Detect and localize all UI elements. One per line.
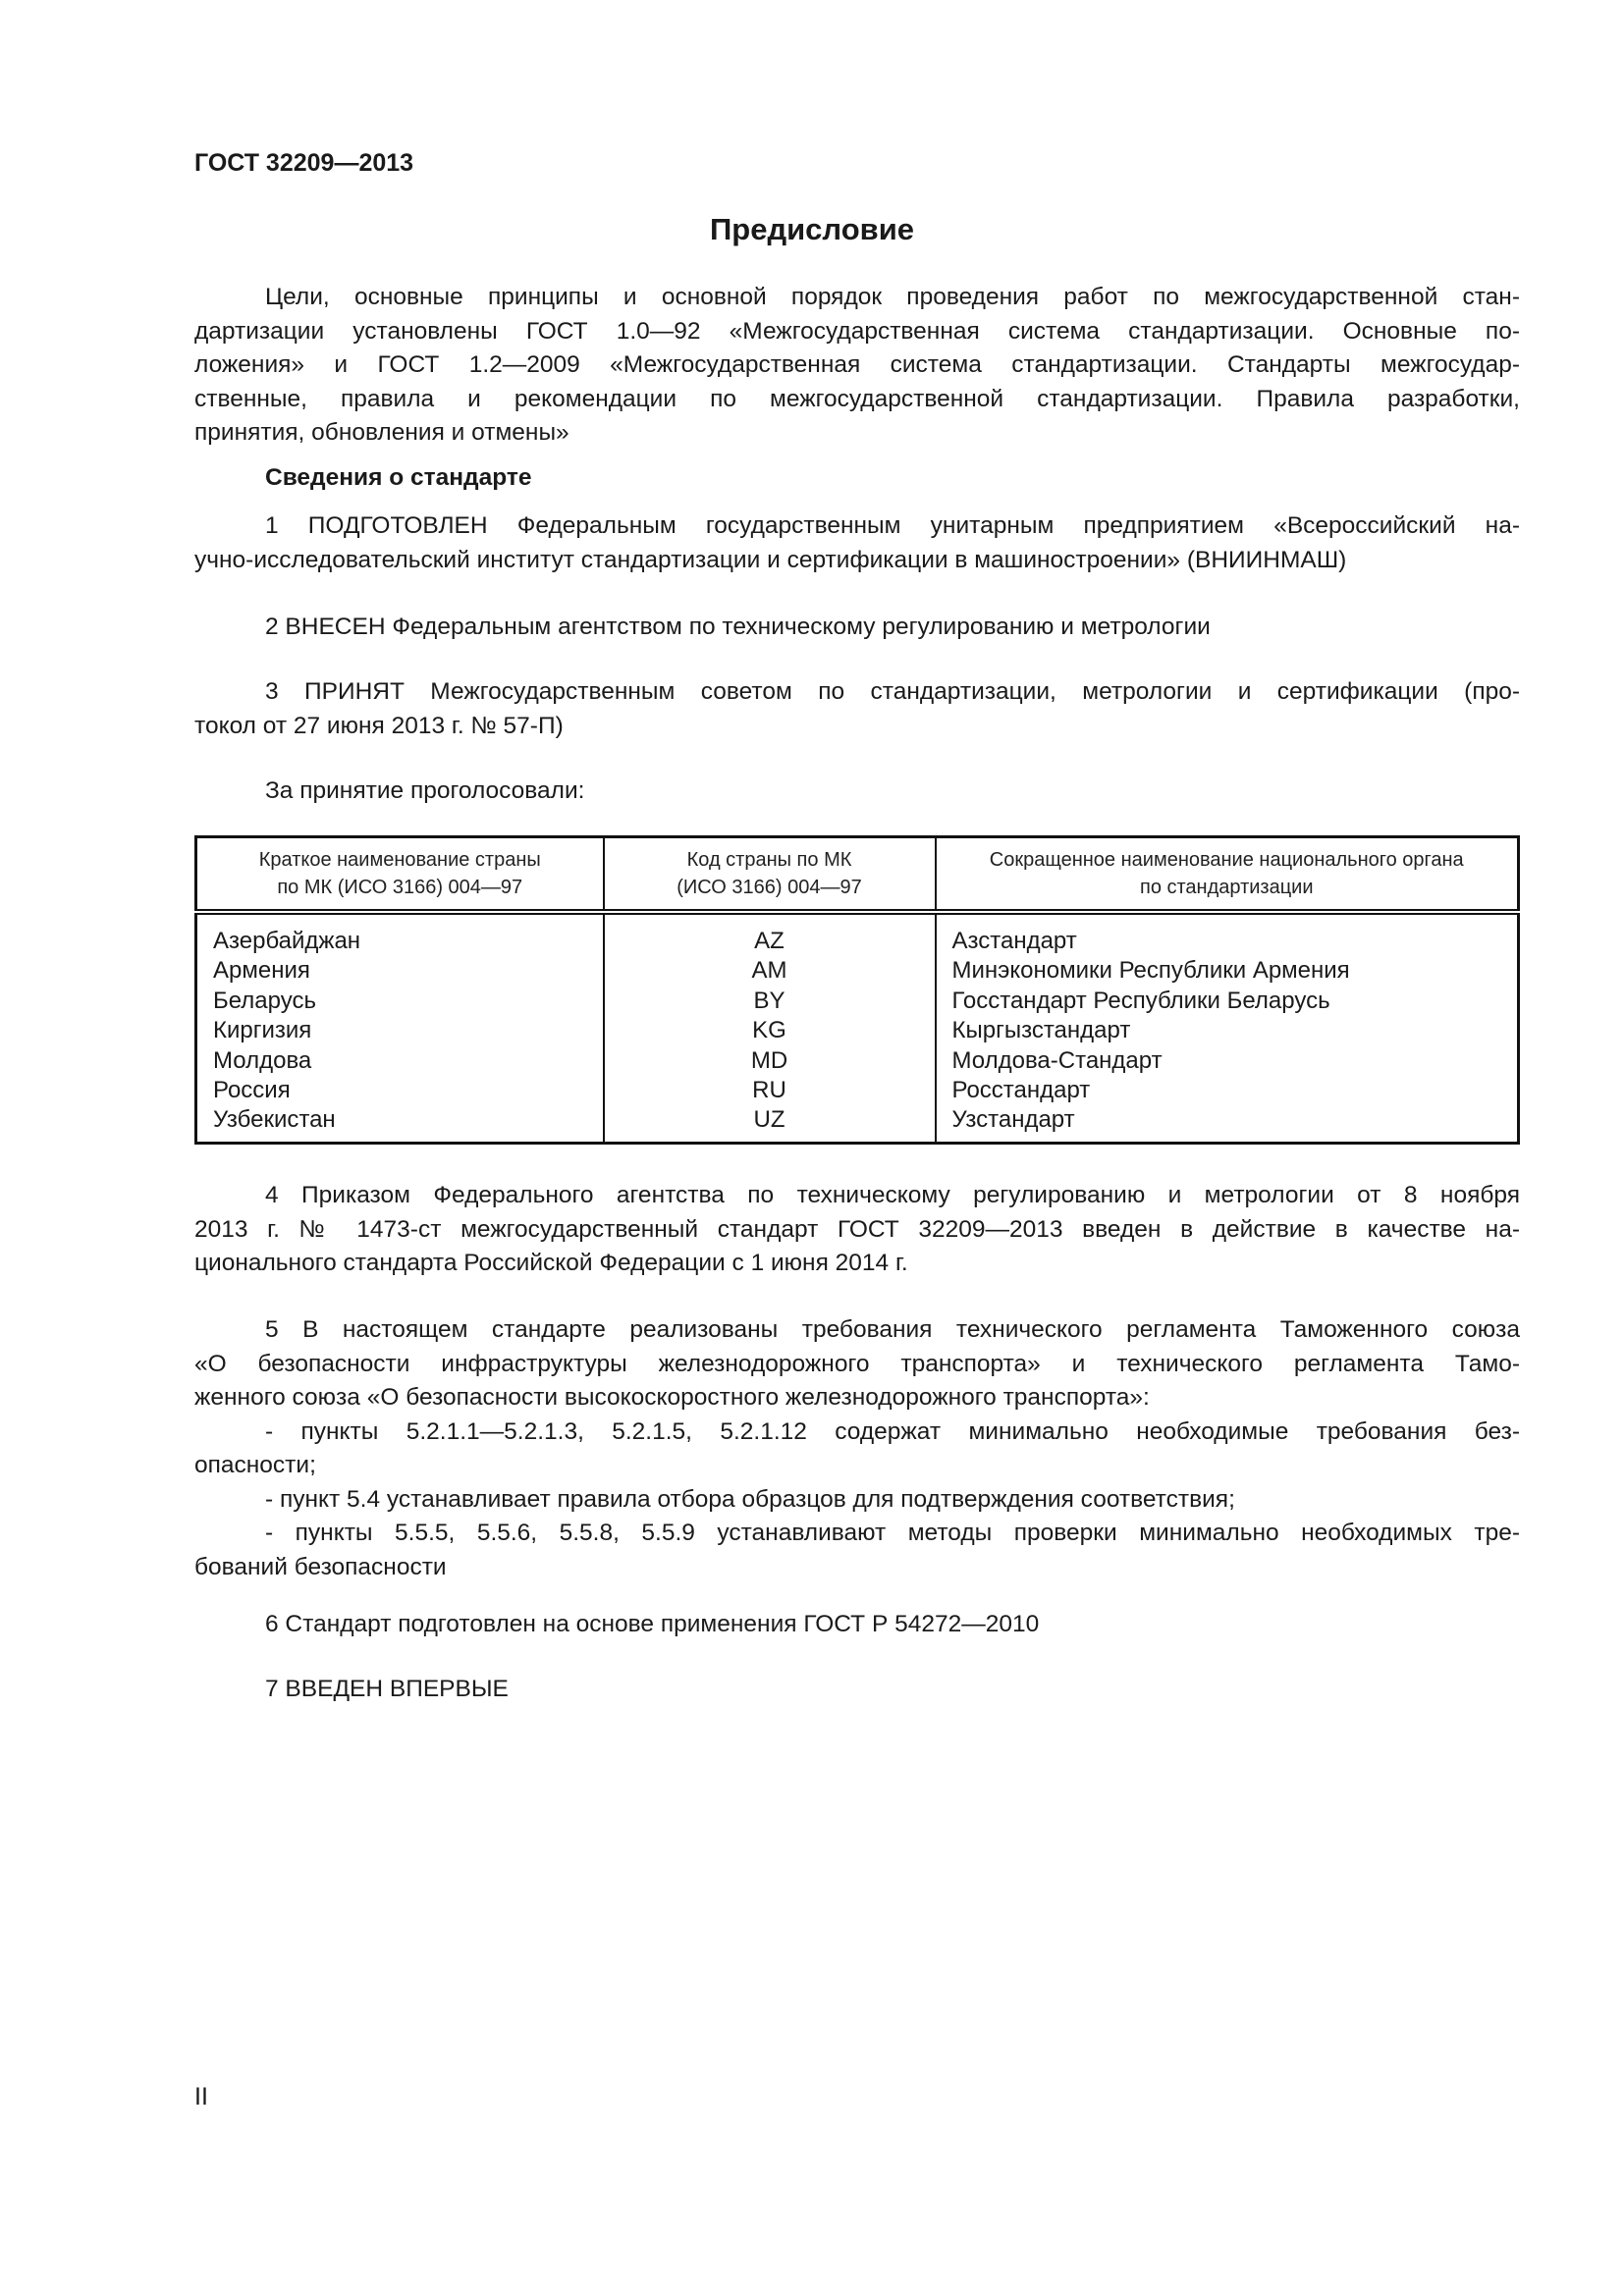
column-header-agency: Сокращенное наименование национального органа по стандартизации (936, 837, 1519, 913)
agency-column (936, 912, 1519, 1143)
table-cell: UZ (753, 1106, 785, 1134)
table-cell: Молдова (213, 1046, 312, 1074)
text-line: 3 ПРИНЯТ Межгосударственным советом по стандартизации, метрологии и сертификации (про- (265, 678, 1520, 705)
table-cell: RU (752, 1076, 786, 1103)
text-line: 5 В настоящем стандарте реализованы требования технического регламента Таможенного союза (265, 1316, 1520, 1343)
text-line: учно-исследовательский институт стандартизации и сертификации в машиностроении» (ВНИИНМАШ) (194, 546, 1347, 573)
text-line: 6 Стандарт подготовлен на основе применения ГОСТ Р 54272—2010 (265, 1611, 1040, 1637)
table-cell: Кыргызстандарт (951, 1017, 1131, 1044)
country-column (196, 912, 604, 1143)
text-line: 1 ПОДГОТОВЛЕН Федеральным государственным унитарным предприятием «Всероссийский на- (265, 512, 1520, 539)
table-cell: AM (751, 957, 787, 985)
item-4 (194, 1179, 1520, 1281)
intro-paragraph (194, 281, 1520, 451)
text-line: - пункты 5.2.1.1—5.2.1.3, 5.2.1.5, 5.2.1.12 содержат минимально необходимые требования без- (265, 1417, 1520, 1445)
text-line: ственные, правила и рекомендации по межгосударственной стандартизации. Правила разработки, (194, 385, 1520, 412)
item-7 (194, 1673, 1520, 1707)
text-line: опасности; (194, 1452, 316, 1478)
code-column (604, 912, 936, 1143)
section-heading: Сведения о стандарте (265, 464, 532, 491)
table-cell: Россия (213, 1076, 291, 1103)
table-header-row (196, 837, 1519, 913)
text-line: принятия, обновления и отмены» (194, 419, 569, 446)
page-title: Предисловие (709, 212, 914, 246)
text-line: Цели, основные принципы и основной порядок проведения работ по межгосударственной стан- (265, 284, 1520, 310)
page-number: II (194, 2083, 208, 2110)
table-cell: AZ (754, 928, 785, 954)
text-line: «О безопасности инфраструктуры железнодорожного транспорта» и технического регламента Тамо- (194, 1350, 1520, 1377)
text-line: За принятие проголосовали: (265, 777, 585, 804)
text-line: - пункт 5.4 устанавливает правила отбора образцов для подтверждения соответствия; (265, 1485, 1235, 1513)
voting-countries-table (194, 835, 1520, 1145)
text-line: 4 Приказом Федерального агентства по техническому регулированию и метрологии от 8 ноября (265, 1182, 1520, 1208)
table-cell: MD (750, 1046, 788, 1074)
table-cell: Киргизия (213, 1017, 312, 1044)
vote-intro (194, 774, 1520, 809)
text-line: женного союза «О безопасности высокоскоростного железнодорожного транспорта»: (194, 1384, 1150, 1411)
table-cell: Росстандарт (951, 1076, 1091, 1103)
document-id-header: ГОСТ 32209—2013 (194, 149, 414, 177)
text-line: 7 ВВЕДЕН ВПЕРВЫЕ (265, 1676, 509, 1702)
table-cell: Узбекистан (213, 1106, 336, 1134)
item-3 (194, 675, 1520, 743)
item-5 (194, 1313, 1520, 1584)
text-line: токол от 27 июня 2013 г. № 57-П) (194, 712, 564, 739)
column-header-code: Код страны по МК (ИСО 3166) 004—97 (604, 837, 936, 913)
table-cell: Молдова-Стандарт (951, 1046, 1163, 1074)
text-line: 2013 г. № 1473-ст межгосударственный стандарт ГОСТ 32209—2013 введен в действие в качестве на- (194, 1215, 1520, 1243)
text-line: 2 ВНЕСЕН Федеральным агентством по техническому регулированию и метрологии (265, 614, 1211, 640)
text-line: ложения» и ГОСТ 1.2—2009 «Межгосударственная система стандартизации. Стандарты межгосудар- (194, 351, 1520, 378)
table-cell: Узстандарт (951, 1106, 1075, 1134)
table-cell: Азстандарт (951, 928, 1077, 954)
table-cell: BY (753, 987, 785, 1014)
table-cell: Минэкономики Республики Армения (951, 957, 1350, 985)
table-cell: Беларусь (213, 987, 316, 1014)
text-line: дартизации установлены ГОСТ 1.0—92 «Межгосударственная система стандартизации. Основные по- (194, 317, 1520, 345)
table-cell: Госстандарт Республики Беларусь (951, 987, 1330, 1014)
text-line: бований безопасности (194, 1553, 447, 1580)
text-line: - пункты 5.5.5, 5.5.6, 5.5.8, 5.5.9 устанавливают методы проверки минимально необходимых тре- (265, 1520, 1520, 1546)
table-body (196, 912, 1519, 1143)
item-2 (194, 611, 1520, 645)
table-cell: Армения (213, 957, 310, 985)
item-1 (194, 509, 1520, 577)
column-header-country: Краткое наименование страны по МК (ИСО 3166) 004—97 (196, 837, 604, 913)
item-6 (194, 1608, 1520, 1642)
table-cell: Азербайджан (213, 928, 361, 954)
table-cell: KG (752, 1017, 786, 1044)
text-line: ционального стандарта Российской Федерации с 1 июня 2014 г. (194, 1250, 908, 1276)
